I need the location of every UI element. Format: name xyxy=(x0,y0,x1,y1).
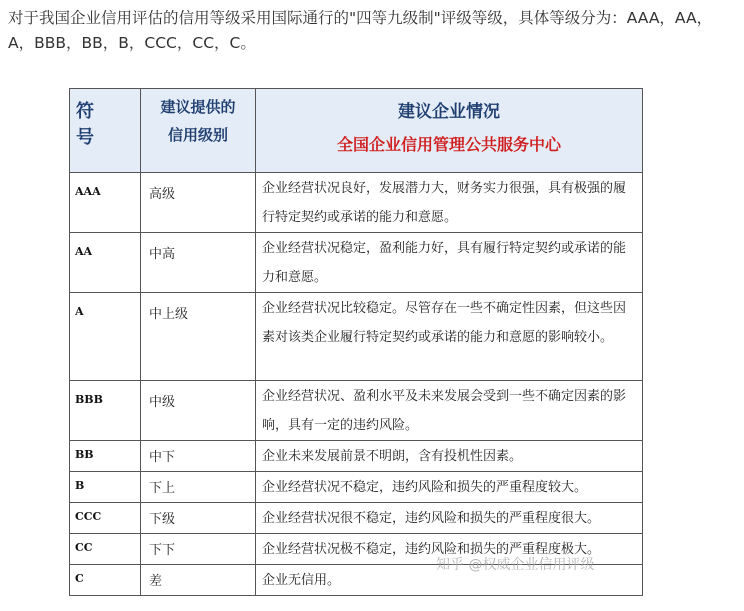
row-level: 差 xyxy=(141,565,256,596)
row-description: 企业经营状况很不稳定，违约风险和损失的严重程度很大。 xyxy=(256,503,643,534)
row-level: 中下 xyxy=(141,441,256,472)
row-description: 企业经营状况不稳定，违约风险和损失的严重程度较大。 xyxy=(256,472,643,503)
header-level xyxy=(141,89,256,173)
row-symbol: A xyxy=(70,293,141,381)
row-description: 企业经营状况、盈利水平及未来发展会受到一些不确定因素的影响，具有一定的违约风险。 xyxy=(256,381,643,441)
intro-paragraph: 对于我国企业信用评估的信用等级采用国际通行的"四等九级制"评级等级，具体等级分为：AAA，AA，A，BBB，BB，B，CCC，CC，C。 xyxy=(8,9,713,52)
table-row xyxy=(70,381,643,441)
row-symbol: C xyxy=(70,565,141,596)
header-level-line1: 建议提供的 xyxy=(160,98,236,116)
header-description xyxy=(256,89,643,173)
row-level: 下下 xyxy=(141,534,256,565)
row-description: 企业经营状况比较稳定。尽管存在一些不确定性因素，但这些因素对该类企业履行特定契约或承诺的能力和意愿的影响较小。 xyxy=(256,293,643,381)
row-description: 企业经营状况极不稳定，违约风险和损失的严重程度极大。 xyxy=(256,534,643,565)
header-description-subtitle: 全国企业信用管理公共服务中心 xyxy=(336,135,561,154)
credit-rating-table xyxy=(69,88,643,596)
row-symbol: B xyxy=(70,472,141,503)
row-symbol: BB xyxy=(70,441,141,472)
table-row xyxy=(70,233,643,293)
row-symbol: BBB xyxy=(70,381,141,441)
table-row xyxy=(70,472,643,503)
row-symbol: AA xyxy=(70,233,141,293)
header-level-line2: 信用级别 xyxy=(167,126,228,144)
row-level: 中级 xyxy=(141,381,256,441)
table-header-row xyxy=(70,89,643,173)
row-symbol: CCC xyxy=(70,503,141,534)
table-row xyxy=(70,503,643,534)
row-symbol: CC xyxy=(70,534,141,565)
row-description: 企业未来发展前景不明朗，含有投机性因素。 xyxy=(256,441,643,472)
table-row xyxy=(70,293,643,381)
header-symbol-text: 符 号 xyxy=(76,101,140,148)
row-level: 下上 xyxy=(141,472,256,503)
row-description: 企业经营状况良好，发展潜力大，财务实力很强，具有极强的履行特定契约或承诺的能力和意愿。 xyxy=(256,173,643,233)
zhihu-watermark: 知乎 @权威企业信用评级 xyxy=(436,557,595,573)
header-symbol xyxy=(70,89,141,173)
row-description: 企业无信用。 xyxy=(256,565,643,596)
row-symbol: AAA xyxy=(70,173,141,233)
table-row xyxy=(70,441,643,472)
row-level: 中上级 xyxy=(141,293,256,381)
table-row xyxy=(70,173,643,233)
header-description-title: 建议企业情况 xyxy=(398,102,500,122)
row-description: 企业经营状况稳定，盈利能力好，具有履行特定契约或承诺的能力和意愿。 xyxy=(256,233,643,293)
row-level: 高级 xyxy=(141,173,256,233)
row-level: 中高 xyxy=(141,233,256,293)
row-level: 下级 xyxy=(141,503,256,534)
credit-rating-table-container xyxy=(69,88,642,596)
